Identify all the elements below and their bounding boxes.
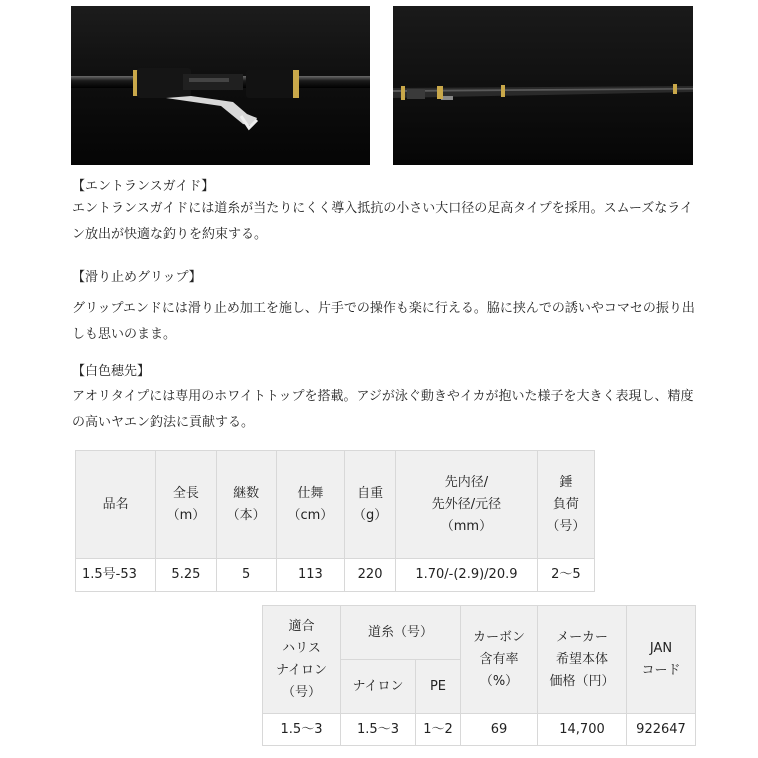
cell-length: 5.25 — [156, 559, 216, 592]
spec-table-main — [75, 450, 595, 592]
header-jan: JAN コード — [627, 606, 696, 714]
header-line-pe: PE — [416, 660, 461, 714]
header-price: メーカー 希望本体 価格（円） — [538, 606, 627, 714]
table-row — [263, 714, 696, 746]
cell-diameter: 1.70/-(2.9)/20.9 — [396, 559, 538, 592]
cell-line-pe: 1〜2 — [416, 714, 461, 746]
header-length: 全長 （m） — [156, 451, 216, 559]
header-harisu: 適合 ハリス ナイロン （号） — [263, 606, 341, 714]
header-sections: 継数 （本） — [216, 451, 276, 559]
header-line: 道糸（号） — [341, 606, 461, 660]
feature-body-white-tip: アオリタイプには専用のホワイトトップを搭載。アジが泳ぐ動きやイカが抱いた様子を大きく表現し、精度の高いヤエン釣法に貢献する。 — [72, 389, 694, 430]
table-header-row — [263, 606, 696, 660]
cell-price: 14,700 — [538, 714, 627, 746]
header-carbon: カーボン 含有率 （%） — [461, 606, 538, 714]
product-photo-grip — [393, 6, 693, 165]
header-name: 品名 — [76, 451, 156, 559]
header-sinker-load: 錘 負荷 （号） — [537, 451, 594, 559]
feature-heading-entrance-guide: 【エントランスガイド】 — [72, 179, 215, 194]
cell-weight: 220 — [344, 559, 395, 592]
cell-jan: 922647 — [627, 714, 696, 746]
cell-harisu: 1.5〜3 — [263, 714, 341, 746]
feature-body-entrance-guide: エントランスガイドには道糸が当たりにくく導入抵抗の小さい大口径の足高タイプを採用。スムーズなライン放出が快適な釣りを約束する。 — [72, 201, 693, 242]
cell-line-nylon: 1.5〜3 — [341, 714, 416, 746]
header-line-nylon: ナイロン — [341, 660, 416, 714]
feature-heading-grip: 【滑り止めグリップ】 — [72, 270, 202, 285]
cell-carbon: 69 — [461, 714, 538, 746]
header-diameter: 先内径/ 先外径/元径 （mm） — [396, 451, 538, 559]
header-closed-length: 仕舞 （cm） — [276, 451, 344, 559]
header-weight: 自重 （g） — [344, 451, 395, 559]
cell-sinker-load: 2〜5 — [537, 559, 594, 592]
table-row — [76, 559, 595, 592]
feature-heading-white-tip: 【白色穂先】 — [72, 364, 151, 379]
product-photo-guide — [71, 6, 370, 165]
cell-closed-length: 113 — [276, 559, 344, 592]
spec-table-line — [262, 605, 696, 746]
cell-sections: 5 — [216, 559, 276, 592]
table-header-row — [76, 451, 595, 559]
cell-name: 1.5号-53 — [76, 559, 156, 592]
feature-body-grip: グリップエンドには滑り止め加工を施し、片手での操作も楽に行える。脇に挟んでの誘いやコマセの振り出しも思いのまま。 — [72, 301, 695, 342]
